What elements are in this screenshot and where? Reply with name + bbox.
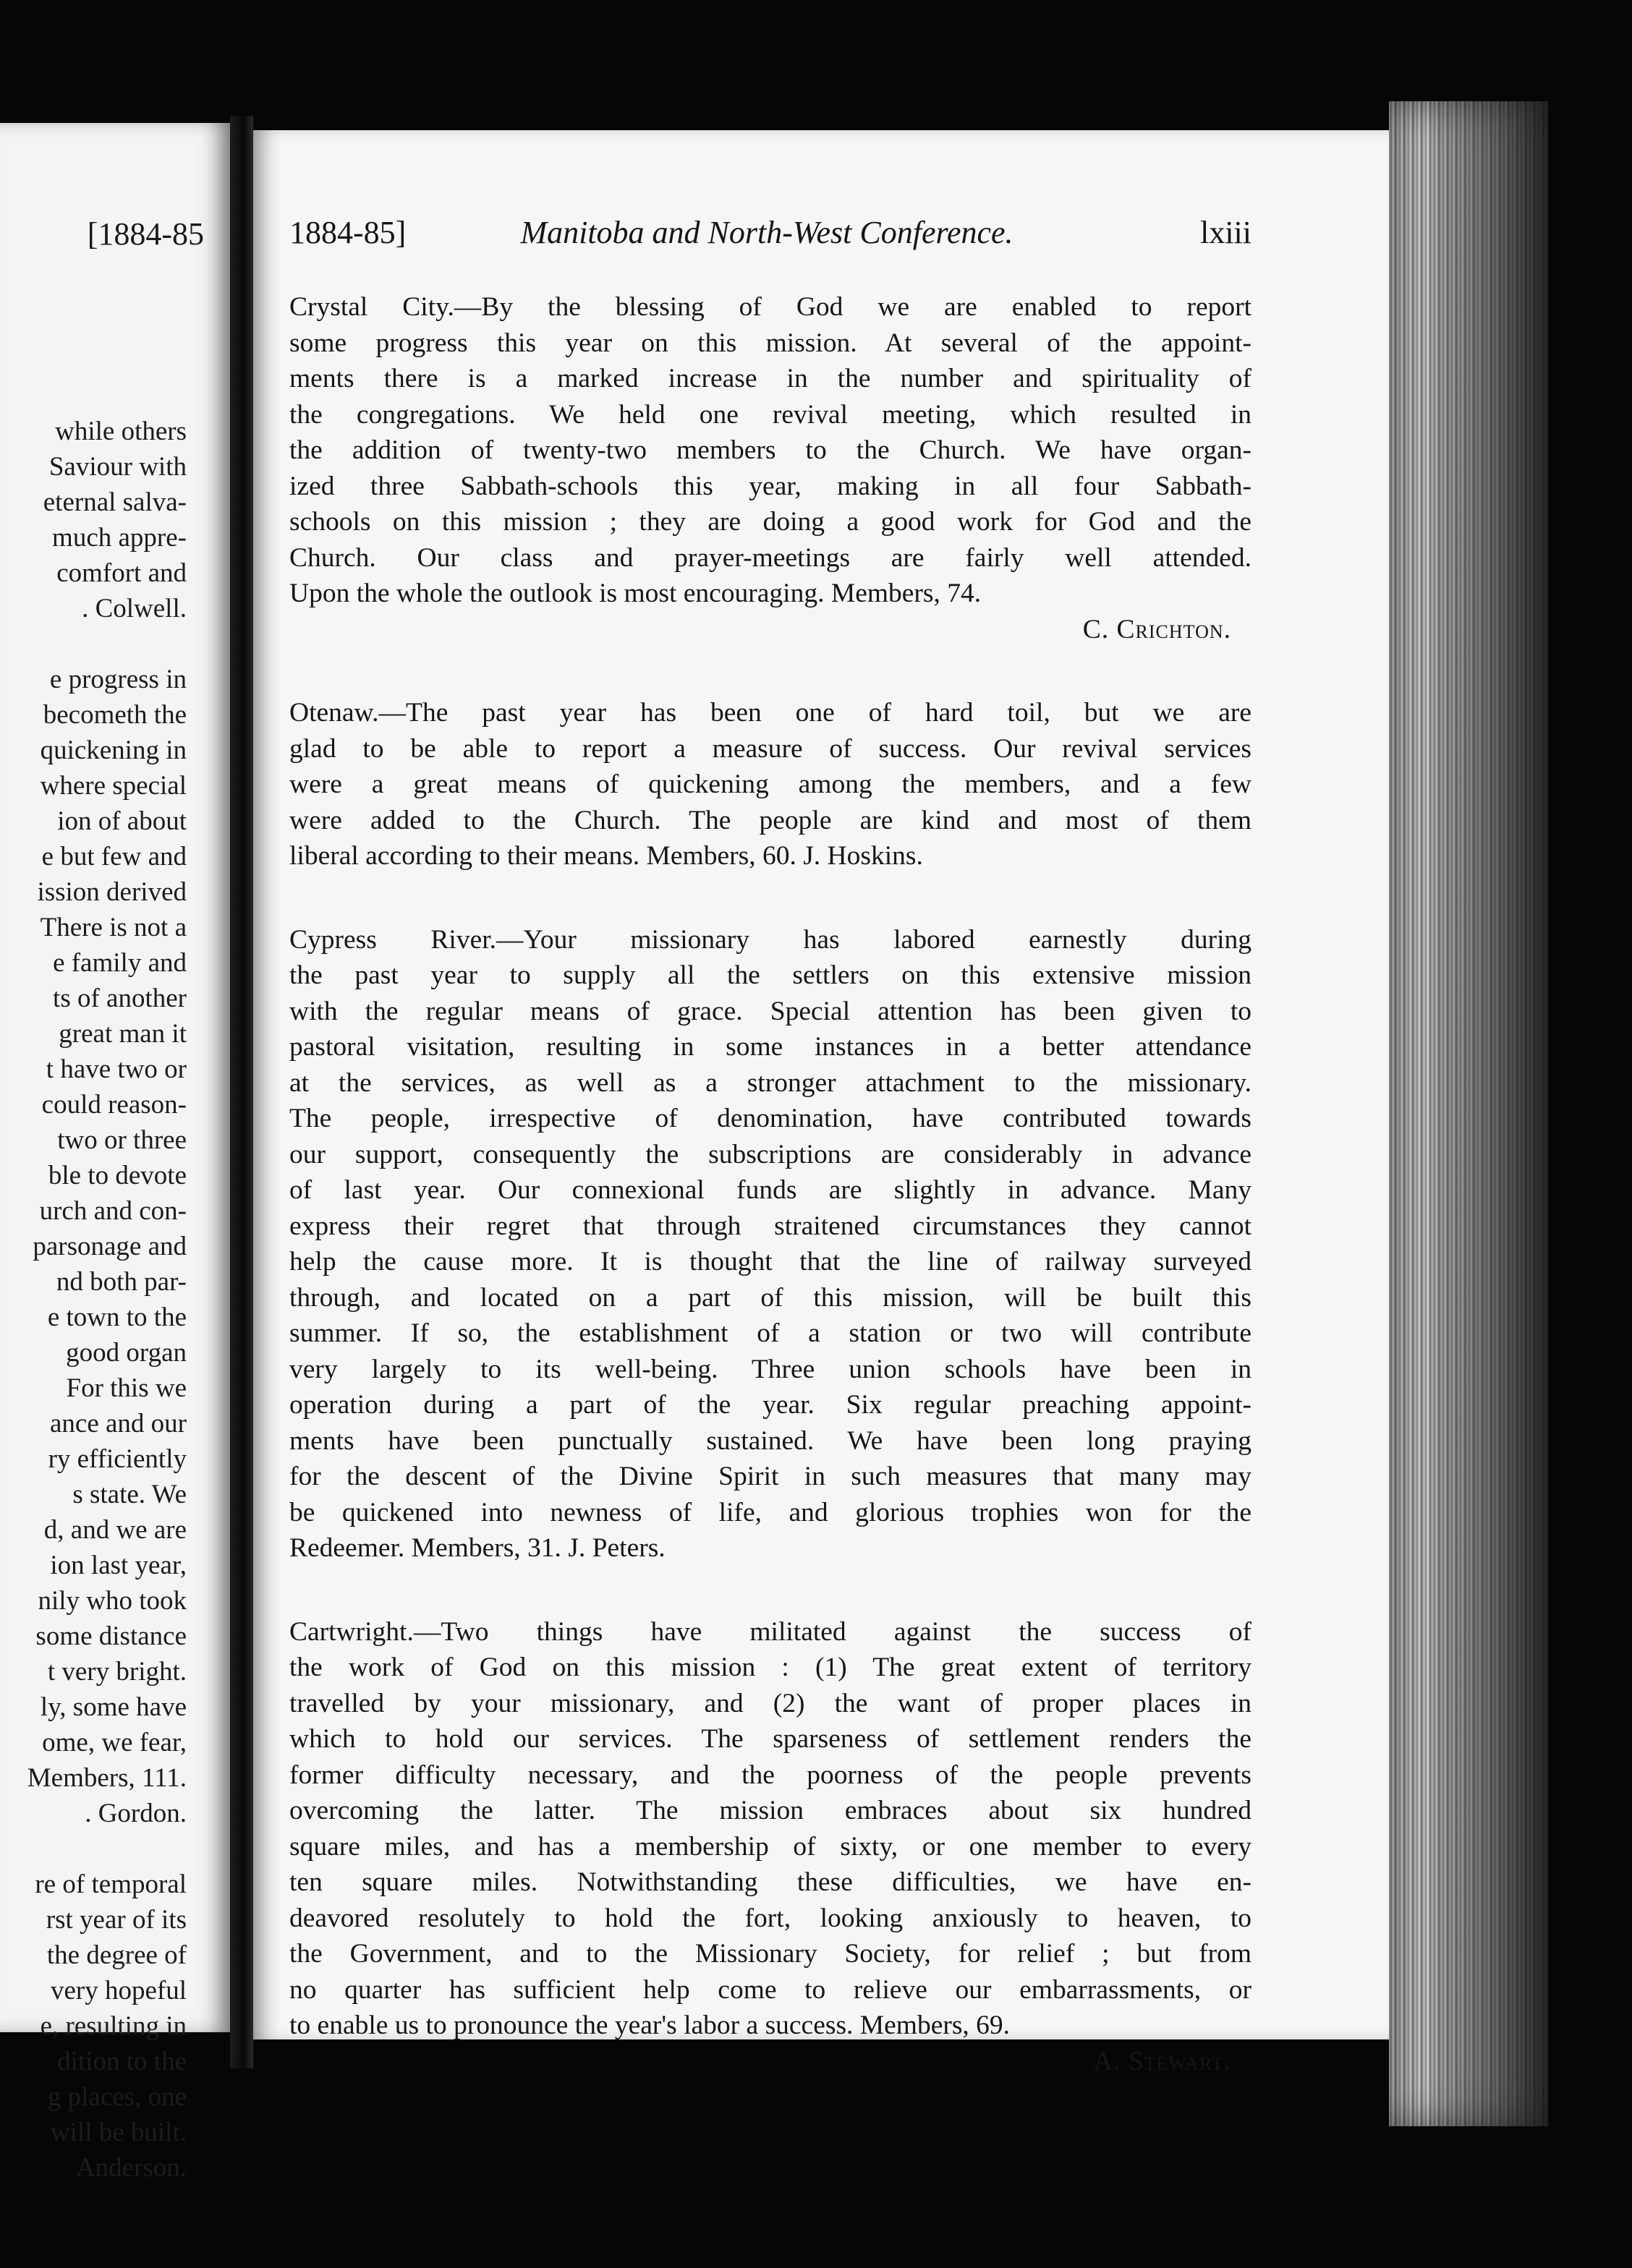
text-line: the addition of twenty-two members to the Church. We have organ- [289, 435, 1251, 465]
left-page-line: e but few and [41, 842, 187, 871]
text-line: were added to the Church. The people are kind and most of them [289, 805, 1251, 835]
left-page-line: could reason- [41, 1090, 187, 1120]
left-page-line: For this we [66, 1373, 187, 1403]
left-page-line: ance and our [49, 1409, 187, 1438]
text-line: Upon the whole the outlook is most encouraging. Members, 74. [289, 579, 982, 608]
left-page-line [0, 626, 187, 662]
left-page-line: much appre- [52, 523, 187, 553]
mission-report-paragraph [289, 695, 1251, 874]
left-page-line: nd both par- [56, 1267, 187, 1297]
left-page-line: ion last year, [50, 1551, 187, 1580]
text-line: Otenaw.—The past year has been one of hard toil, but we are [289, 698, 1251, 728]
signature: C. Crichton. [1082, 614, 1231, 644]
text-line: with the regular means of grace. Special attention has been given to [289, 996, 1251, 1026]
text-line: summer. If so, the establishment of a station or two will contribute [289, 1318, 1251, 1348]
text-line: overcoming the latter. The mission embraces about six hundred [289, 1796, 1251, 1825]
text-line: ized three Sabbath-schools this year, making in all four Sabbath- [289, 471, 1251, 501]
left-page-line: . Gordon. [85, 1799, 187, 1828]
mission-report-paragraph [289, 1614, 1251, 2044]
left-page-line: while others [55, 417, 187, 446]
running-head-years: 1884-85] [289, 215, 407, 250]
left-page-line: quickening in [40, 736, 187, 765]
text-line: Crystal City.—By the blessing of God we are enabled to report [289, 292, 1251, 322]
signature: A. Stewart. [1093, 2046, 1231, 2076]
text-line: for the descent of the Divine Spirit in such measures that many may [289, 1462, 1251, 1491]
left-page-line: e progress in [49, 665, 187, 694]
left-page-line: t very bright. [47, 1657, 187, 1687]
text-line: Redeemer. Members, 31. J. Peters. [289, 1533, 666, 1563]
text-line: of last year. Our connexional funds are slightly in advance. Many [289, 1175, 1251, 1205]
running-head [289, 214, 1251, 257]
text-line: square miles, and has a membership of sixty, or one member to every [289, 1831, 1251, 1862]
left-page-header: [1884-85 [87, 216, 204, 252]
text-line: through, and located on a part of this mission, will be built this [289, 1282, 1251, 1313]
left-page-line: ry efficiently [48, 1444, 187, 1474]
left-page-line: ome, we fear, [42, 1728, 187, 1757]
text-line: ten square miles. Notwithstanding these difficulties, we have en- [289, 1867, 1251, 1897]
left-page-line: Anderson. [75, 2153, 187, 2183]
left-page-line: becometh the [43, 700, 187, 730]
left-page-line: nily who took [38, 1586, 187, 1616]
mission-report-paragraph [289, 922, 1251, 1566]
left-page-line: . Colwell. [82, 594, 187, 623]
running-head-title: Manitoba and North-West Conference. [520, 215, 1013, 250]
left-page-line: e town to the [47, 1303, 187, 1332]
text-line: the past year to supply all the settlers on this extensive mission [289, 960, 1251, 990]
left-page-line: comfort and [56, 558, 187, 588]
text-line: at the services, as well as a stronger attachment to the missionary. [289, 1067, 1251, 1098]
text-line: ments there is a marked increase in the number and spirituality of [289, 364, 1251, 393]
text-line: Cartwright.—Two things have militated against the success of [289, 1616, 1251, 1647]
body-text [289, 289, 1251, 2079]
section-gap [289, 1566, 1251, 1614]
left-page-line: t have two or [46, 1054, 187, 1084]
text-line: were a great means of quickening among the members, and a few [289, 770, 1251, 799]
text-line: no quarter has sufficient help come to relieve our embarrassments, or [289, 1974, 1251, 2005]
left-page-line: some distance [35, 1621, 187, 1651]
left-page-line: ion of about [57, 806, 187, 836]
left-page-line: the degree of [46, 1940, 187, 1970]
text-line: our support, consequently the subscriptions are considerably in advance [289, 1139, 1251, 1169]
left-page-line: Members, 111. [27, 1763, 187, 1793]
left-page-line: There is not a [40, 913, 187, 942]
left-page-line: re of temporal [35, 1870, 187, 1899]
left-page-line: parsonage and [33, 1232, 187, 1261]
text-line: to enable us to pronounce the year's labor a success. Members, 69. [289, 2011, 1011, 2040]
left-page-line: ble to devote [48, 1161, 187, 1190]
text-line: express their regret that through straitened circumstances they cannot [289, 1211, 1251, 1241]
text-line: operation during a part of the year. Six regular preaching appoint- [289, 1390, 1251, 1420]
left-page-line [0, 1831, 187, 1867]
text-line: very largely to its well-being. Three union schools have been in [289, 1354, 1251, 1384]
page-number: lxiii [1200, 215, 1251, 250]
left-page-line: urch and con- [39, 1196, 187, 1226]
left-page-line: s state. We [72, 1480, 187, 1509]
left-page-line: ly, some have [40, 1692, 187, 1722]
left-page-text-column [0, 414, 187, 2186]
text-line: help the cause more. It is thought that the line of railway surveyed [289, 1247, 1251, 1276]
text-line: which to hold our services. The sparseness of settlement renders the [289, 1724, 1251, 1754]
left-page-line: very hopeful [50, 1976, 187, 2005]
text-line: some progress this year on this mission. At several of the appoint- [289, 328, 1251, 358]
left-page-line: good organ [66, 1338, 187, 1368]
mission-report-paragraph [289, 289, 1251, 612]
left-page-line: e, resulting in [40, 2011, 187, 2041]
text-line: the work of God on this mission : (1) The great extent of territory [289, 1653, 1251, 1682]
left-page-line: e family and [53, 948, 187, 978]
text-line: The people, irrespective of denomination, have contributed towards [289, 1104, 1251, 1133]
left-page-line: where special [40, 771, 187, 801]
text-line: Cypress River.—Your missionary has labored earnestly during [289, 924, 1251, 955]
left-page-line: eternal salva- [43, 487, 187, 517]
left-page-line: two or three [57, 1125, 187, 1155]
text-line: former difficulty necessary, and the poorness of the people prevents [289, 1760, 1251, 1790]
left-page-line: great man it [59, 1019, 187, 1049]
left-page-line: ission derived [37, 877, 187, 907]
left-page-line: rst year of its [46, 1905, 187, 1935]
text-line: ments have been punctually sustained. We have been long praying [289, 1425, 1251, 1456]
left-page-line: g places, one [47, 2082, 187, 2112]
text-line: be quickened into newness of life, and glorious trophies won for the [289, 1497, 1251, 1527]
text-line: Church. Our class and prayer-meetings are fairly well attended. [289, 542, 1251, 573]
left-page-line: Saviour with [48, 452, 187, 482]
text-line: travelled by your missionary, and (2) the want of proper places in [289, 1688, 1251, 1718]
left-facing-page [0, 123, 230, 2183]
left-page-line: dition to the [57, 2047, 187, 2076]
text-line: liberal according to their means. Members, 60. J. Hoskins. [289, 841, 923, 871]
left-page-line: d, and we are [43, 1515, 187, 1545]
text-line: the Government, and to the Missionary Society, for relief ; but from [289, 1939, 1251, 1969]
text-line: the congregations. We held one revival meeting, which resulted in [289, 399, 1251, 430]
text-line: glad to be able to report a measure of success. Our revival services [289, 733, 1251, 764]
text-line: pastoral visitation, resulting in some instances in a better attendance [289, 1032, 1251, 1062]
section-gap [289, 874, 1251, 922]
text-line: schools on this mission ; they are doing a good work for God and the [289, 507, 1251, 537]
left-page-line: will be built. [50, 2118, 187, 2147]
text-line: deavored resolutely to hold the fort, looking anxiously to heaven, to [289, 1903, 1251, 1933]
book-gutter [230, 116, 253, 2068]
left-page-line: ts of another [53, 984, 187, 1013]
section-gap [289, 647, 1251, 695]
page-edge-stack [1389, 101, 1548, 2126]
